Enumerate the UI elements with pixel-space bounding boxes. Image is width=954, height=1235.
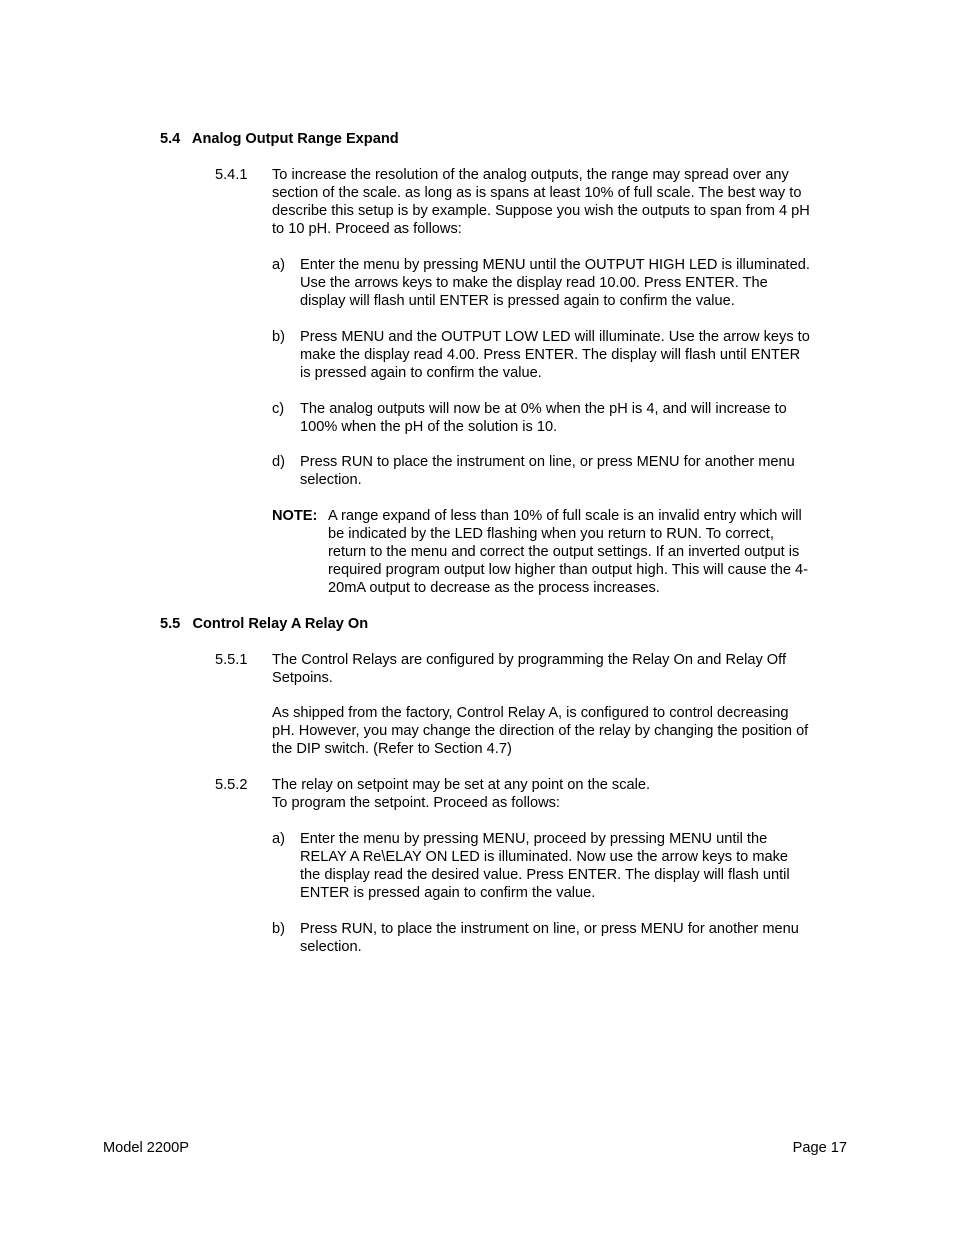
list-label-b: b) — [272, 329, 285, 345]
paragraph-5-5-1-continued — [272, 704, 808, 758]
text-line: the display read the desired value. Press ENTER. The display will flash until — [300, 867, 790, 883]
text-line: the DIP switch. (Refer to Section 4.7) — [272, 741, 512, 757]
list-item-c — [300, 400, 787, 436]
text-line: to 10 pH. Proceed as follows: — [272, 221, 462, 237]
list-label-a: a) — [272, 257, 285, 273]
text-line: be indicated by the LED flashing when you return to RUN. To correct, — [328, 526, 774, 542]
text-line: make the display read 4.00. Press ENTER. The display will flash until ENTER — [300, 347, 801, 363]
text-line: 100% when the pH of the solution is 10. — [300, 419, 558, 435]
text-line: section of the scale. as long as is spans at least 10% of full scale. The best way to — [272, 185, 802, 201]
text-line: display will flash until ENTER is pressed again to confirm the value. — [300, 293, 735, 309]
text-line: selection. — [300, 472, 362, 488]
footer-model: Model 2200P — [103, 1140, 190, 1156]
text-line: To program the setpoint. Proceed as follows: — [272, 795, 560, 811]
text-line: Use the arrows keys to make the display read 10.00. Press ENTER. The — [300, 275, 768, 291]
text-line: Setpoins. — [272, 670, 333, 686]
text-line: ENTER is pressed again to confirm the value. — [300, 885, 596, 901]
text-line: To increase the resolution of the analog outputs, the range may spread over any — [272, 167, 789, 183]
text-line: Press MENU and the OUTPUT LOW LED will illuminate. Use the arrow keys to — [300, 329, 810, 345]
list-item-b — [300, 920, 799, 956]
text-line: Press RUN, to place the instrument on line, or press MENU for another menu — [300, 921, 799, 937]
text-line: pH. However, you may change the direction of the relay by changing the position of — [272, 723, 809, 739]
list-label-b: b) — [272, 921, 285, 937]
paragraph-number-5-4-1: 5.4.1 — [215, 167, 248, 183]
list-label-c: c) — [272, 401, 285, 417]
paragraph-5-5-2 — [272, 776, 650, 812]
list-item-a — [300, 830, 790, 902]
list-item-a — [300, 256, 810, 310]
list-label-a: a) — [272, 831, 285, 847]
text-line: return to the menu and correct the output settings. If an inverted output is — [328, 544, 800, 560]
section-5-5-heading: 5.5 Control Relay A Relay On — [160, 616, 369, 632]
list-item-b — [300, 328, 810, 382]
text-line: Enter the menu by pressing MENU, proceed by pressing MENU until the — [300, 831, 768, 847]
footer-page-number: Page 17 — [792, 1140, 847, 1156]
text-line: RELAY A Re\ELAY ON LED is illuminated. Now use the arrow keys to make — [300, 849, 789, 865]
paragraph-5-5-1 — [272, 651, 786, 687]
list-item-d — [300, 453, 795, 489]
text-line: describe this setup is by example. Suppose you wish the outputs to span from 4 pH — [272, 203, 810, 219]
paragraph-number-5-5-2: 5.5.2 — [215, 777, 248, 793]
text-line: Enter the menu by pressing MENU until the OUTPUT HIGH LED is illuminated. — [300, 257, 810, 273]
list-label-d: d) — [272, 454, 285, 470]
text-line: The Control Relays are configured by programming the Relay On and Relay Off — [272, 652, 787, 668]
text-line: A range expand of less than 10% of full scale is an invalid entry which will — [328, 508, 802, 524]
section-5-4-heading: 5.4 Analog Output Range Expand — [160, 131, 399, 147]
text-line: 20mA output to decrease as the process increases. — [328, 580, 660, 596]
text-line: The relay on setpoint may be set at any point on the scale. — [272, 777, 651, 793]
note-text — [328, 507, 808, 597]
text-line: required program output low higher than output high. This will cause the 4- — [328, 562, 808, 578]
text-line: selection. — [300, 939, 362, 955]
text-line: Press RUN to place the instrument on line, or press MENU for another menu — [300, 454, 795, 470]
paragraph-5-4-1 — [272, 166, 810, 238]
paragraph-number-5-5-1: 5.5.1 — [215, 652, 248, 668]
text-line: The analog outputs will now be at 0% when the pH is 4, and will increase to — [300, 401, 787, 417]
text-line: As shipped from the factory, Control Relay A, is configured to control decreasing — [272, 705, 789, 721]
note-label: NOTE: — [272, 508, 318, 524]
text-line: is pressed again to confirm the value. — [300, 365, 542, 381]
